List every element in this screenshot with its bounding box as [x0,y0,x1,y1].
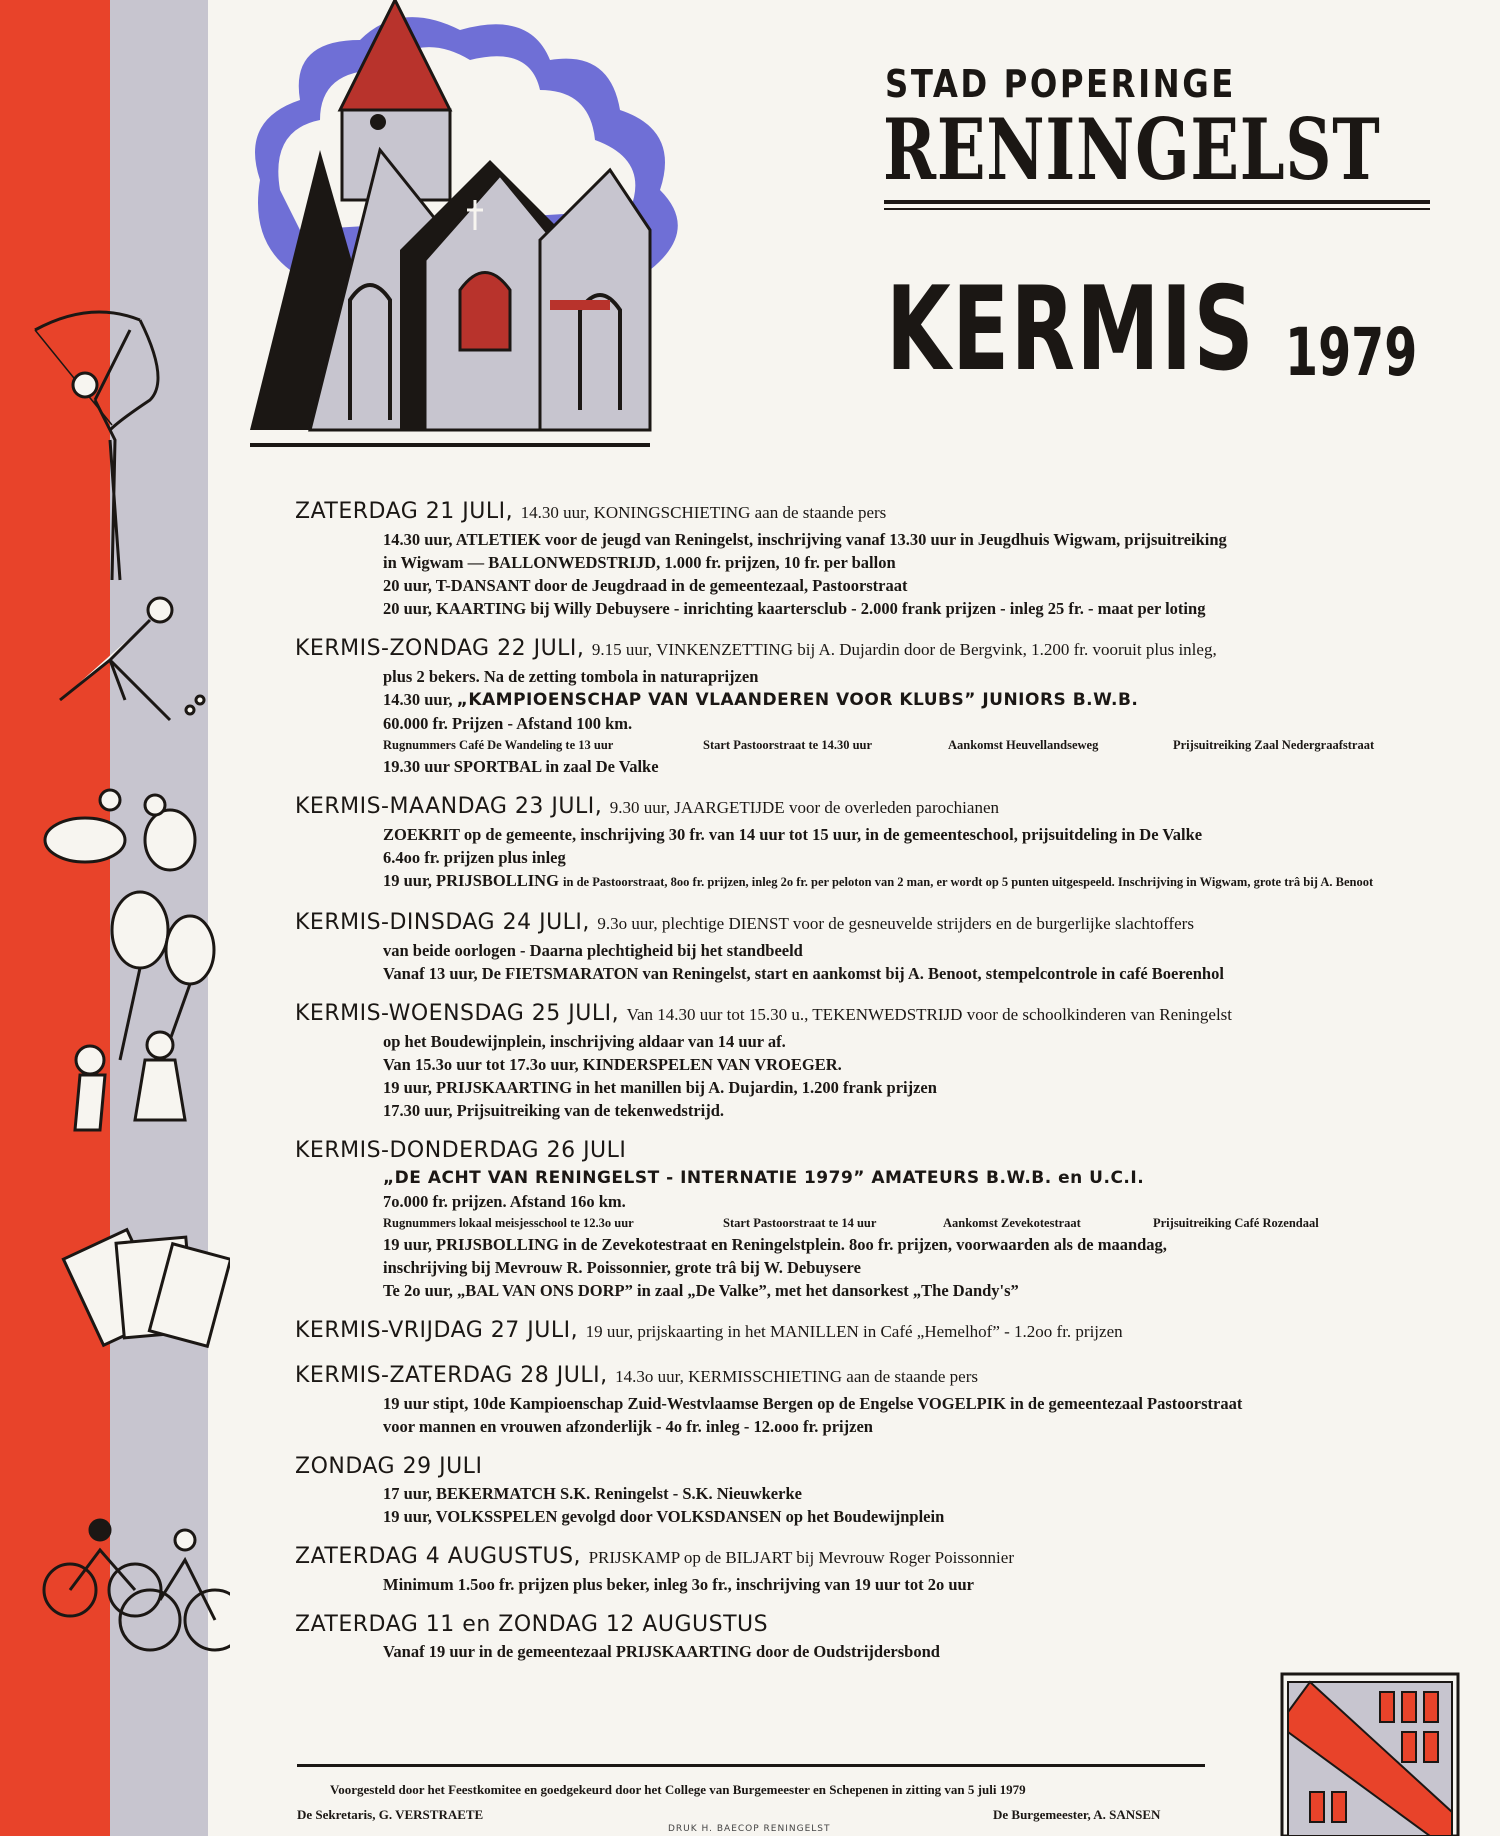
day-block [295,999,1435,1122]
cyclists-figure [44,1520,230,1650]
event-line: 19 uur, PRIJSBOLLING in de Pastoorstraat, 8oo fr. prijzen, inleg 2o fr. per peloton van 2 man, er wordt op 5 punten uitgespeeld. Inschrijving in Wigwam, grote trâ bij A. Benoot [383,871,1374,890]
header-title: KERMIS [886,262,1256,397]
day-block [295,1361,1435,1438]
day-block [295,497,1435,620]
event-line: Te 2o uur, „BAL VAN ONS DORP” in zaal „De Valke”, met het dansorkest „The Dandy's” [383,1281,1019,1300]
event-line: 19.30 uur SPORTBAL in zaal De Valke [383,757,659,776]
event-line: Minimum 1.5oo fr. prijzen plus beker, inleg 3o fr., inschrijving van 19 uur tot 2o uur [383,1575,974,1594]
day-heading: KERMIS-VRIJDAG 27 JULI, 19 uur, prijskaarting in het MANILLEN in Café „Hemelhof” - 1.2oo fr. prijzen [295,1318,1123,1343]
day-heading: KERMIS-MAANDAG 23 JULI, 9.30 uur, JAARGETIJDE voor de overleden parochianen [295,794,999,819]
race-line: 14.30 uur, „KAMPIOENSCHAP VAN VLAANDEREN VOOR KLUBS” JUNIORS B.W.B. [383,690,1139,710]
event-line: 14.30 uur, ATLETIEK voor de jeugd van Reningelst, inschrijving vanaf 13.30 uur in Jeugdhuis Wigwam, prijsuitreiking [383,530,1227,549]
day-heading: KERMIS-DINSDAG 24 JULI, 9.3o uur, plechtige DIENST voor de gesneuvelde strijders en de burgerlijke slachtoffers [295,910,1194,935]
footer-approval: Voorgesteld door het Feestkomitee en goedgekeurd door het College van Burgemeester en Schepenen in zitting van 5 juli 1979 [330,1782,1026,1797]
day-heading: KERMIS-ZATERDAG 28 JULI, 14.3o uur, KERMISSCHIETING aan de staande pers [295,1363,978,1388]
coat-of-arms-icon [1280,1672,1460,1836]
bowler-figure [60,598,204,720]
event-line: plus 2 bekers. Na de zetting tombola in naturaprijzen [383,667,759,686]
event-line: voor mannen en vrouwen afzonderlijk - 4o fr. inleg - 12.ooo fr. prijzen [383,1417,873,1436]
event-line: 20 uur, T-DANSANT door de Jeugdraad in de gemeentezaal, Pastoorstraat [383,576,908,595]
event-line: Vanaf 13 uur, De FIETSMARATON van Reningelst, start en aankomst bij A. Benoot, stempelcontrole in café Boerenhol [383,964,1224,983]
cards-figure [63,1230,230,1347]
header-city: STAD POPERINGE [885,62,1236,106]
side-illustrations [0,0,230,1836]
header-rule-thin [884,208,1430,210]
day-heading: KERMIS-DONDERDAG 26 JULI [295,1138,627,1163]
printer-credit: DRUK H. BAECOP RENINGELST [668,1824,831,1834]
day-heading: ZATERDAG 21 JULI, 14.30 uur, KONINGSCHIETING aan de staande pers [295,499,887,524]
day-block [295,1610,1435,1663]
archer-figure [35,312,158,580]
race-prize: 60.000 fr. Prijzen - Afstand 100 km. [383,714,633,733]
header-rule [884,200,1430,204]
stained-window [460,273,510,351]
event-line: van beide oorlogen - Daarna plechtigheid bij het standbeeld [383,941,803,960]
day-heading: ZONDAG 29 JULI [295,1454,483,1479]
children-balloons-figure [75,892,214,1130]
event-line: in Wigwam — BALLONWEDSTRIJD, 1.000 fr. prijzen, 10 fr. per ballon [383,553,896,572]
header-year: 1979 [1285,314,1418,391]
event-line: inschrijving bij Mevrouw R. Poissonnier, grote trâ bij W. Debuysere [383,1258,861,1277]
day-heading: ZATERDAG 4 AUGUSTUS, PRIJSKAMP op de BILJART bij Mevrouw Roger Poissonnier [295,1544,1014,1569]
event-line: op het Boudewijnplein, inschrijving aldaar van 14 uur af. [383,1032,786,1051]
day-heading: KERMIS-ZONDAG 22 JULI, 9.15 uur, VINKENZETTING bij A. Dujardin door de Bergvink, 1.200 fr. vooruit plus inleg, [295,636,1217,661]
day-block [295,1452,1435,1528]
event-line: 19 uur, PRIJSBOLLING in de Zevekotestraat en Reningelstplein. 8oo fr. prijzen, voorwaarden als de maandag, [383,1235,1167,1254]
event-line: ZOEKRIT op de gemeente, inschrijving 30 fr. van 14 uur tot 15 uur, in de gemeenteschool, prijsuitdeling in De Valke [383,825,1203,844]
programme [295,497,1435,1677]
header-town: RENINGELST [883,100,1381,199]
event-line: 19 uur stipt, 10de Kampioenschap Zuid-Westvlaamse Bergen op de Engelse VOGELPIK in de gemeentezaal Pastoorstraat [383,1394,1243,1413]
day-block [295,634,1435,778]
church-illustration [230,0,790,460]
footer-mayor: De Burgemeester, A. SANSEN [993,1807,1161,1822]
event-line: 19 uur, VOLKSSPELEN gevolgd door VOLKSDANSEN op het Boudewijnplein [383,1507,945,1526]
race-prize: 7o.000 fr. prijzen. Afstand 16o km. [383,1192,626,1211]
day-block [295,1316,1435,1347]
event-line: 20 uur, KAARTING bij Willy Debuysere - inrichting kaartersclub - 2.000 frank prijzen - inleg 25 fr. - maat per loting [383,599,1206,618]
footer-secretary: De Sekretaris, G. VERSTRAETE [297,1807,484,1822]
event-line: Van 15.3o uur tot 17.3o uur, KINDERSPELEN VAN VROEGER. [383,1055,842,1074]
event-line: Vanaf 19 uur in de gemeentezaal PRIJSKAARTING door de Oudstrijdersbond [383,1642,940,1661]
day-block [295,1136,1435,1302]
race-info: Rugnummers lokaal meisjesschool te 12.3o uur Start Pastoorstraat te 14 uur Aankomst Zevekotestraat Prijsuitreiking Café Rozendaal [383,1216,1319,1230]
event-line: 17.30 uur, Prijsuitreiking van de tekenwedstrijd. [383,1101,725,1120]
footer-rule [297,1764,1205,1767]
day-block [295,1542,1435,1596]
day-block [295,792,1435,894]
event-line: 17 uur, BEKERMATCH S.K. Reningelst - S.K. Nieuwkerke [383,1484,802,1503]
day-block [295,908,1435,985]
event-line: 6.4oo fr. prijzen plus inleg [383,848,566,867]
pigeons-figure [45,790,195,870]
race-info: Rugnummers Café De Wandeling te 13 uur Start Pastoorstraat te 14.30 uur Aankomst Heuvellandseweg Prijsuitreiking Zaal Nedergraafstraat [383,738,1375,752]
event-line: 19 uur, PRIJSKAARTING in het manillen bij A. Dujardin, 1.200 frank prijzen [383,1078,937,1097]
day-heading: KERMIS-WOENSDAG 25 JULI, Van 14.30 uur tot 15.30 u., TEKENWEDSTRIJD voor de schoolkinderen van Reningelst [295,1001,1233,1026]
race-line: „DE ACHT VAN RENINGELST - INTERNATIE 1979” AMATEURS B.W.B. en U.C.I. [383,1168,1145,1188]
day-heading: ZATERDAG 11 en ZONDAG 12 AUGUSTUS [295,1612,769,1637]
